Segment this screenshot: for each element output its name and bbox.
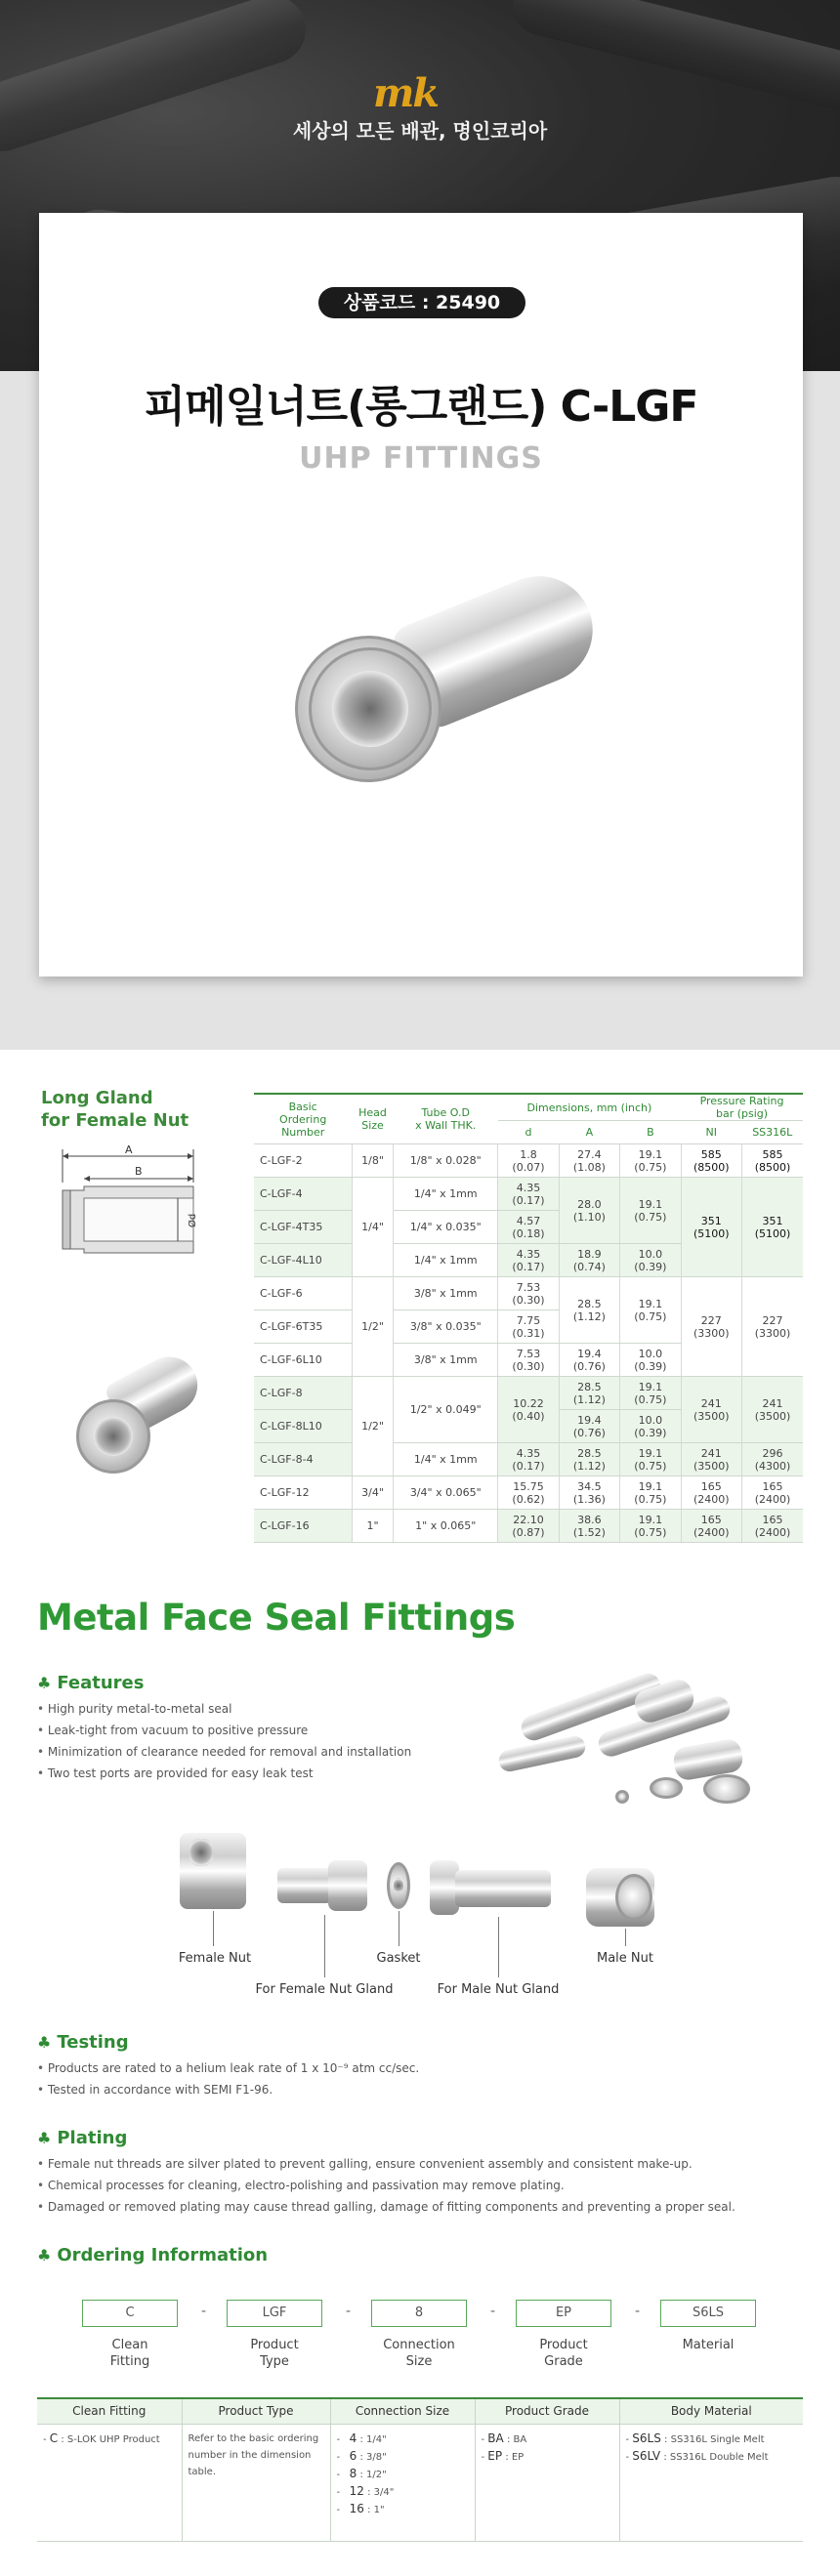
label-male-nut: Male Nut (597, 1951, 653, 1966)
col-b: B (620, 1121, 681, 1144)
list-item: • High purity metal-to-metal seal (37, 1698, 411, 1720)
spec-product-photo (74, 1354, 201, 1481)
metal-face-seal-section (0, 1567, 840, 2576)
col-d: d (498, 1121, 559, 1144)
ordering-caption: Clean Fitting (109, 2338, 150, 2369)
list-item: • Damaged or removed plating may cause thread galling, damage of fitting components and preventing a proper seal. (37, 2196, 735, 2218)
brand-tagline: 세상의 모든 배관, 명인코리아 (292, 119, 548, 143)
list-item: • Two test ports are provided for easy leak test (37, 1763, 411, 1784)
club-icon: ♣ (37, 2033, 52, 2052)
gasket-image (387, 1862, 410, 1909)
product-image (295, 550, 608, 804)
col-ni: NI (681, 1121, 741, 1144)
list-item: • Chemical processes for cleaning, electro-polishing and passivation may remove plating. (37, 2175, 735, 2196)
product-subtitle: UHP FITTINGS (299, 441, 543, 476)
product-code-badge: 상품코드 : 25490 (318, 287, 525, 318)
table-row: C-LGF-8-4 1/4" x 1mm 4.35 (0.17) 28.5 (1.12) 19.1 (0.75) 241 (3500) 296 (4300) (254, 1443, 803, 1476)
ordering-table: Clean Fitting Product Type Connection Size Product Grade Body Material - C : S-LOK UHP Product Refer to the basic ordering number in the dimension table. - 4 : 1/4" - 6 : 3/8" - 8 : 1/2" - 12 : 3/4" - 16 : 1" - BA : BA - EP : EP - S6LS : SS316L Single Melt - S6LV : SS316L Double Melt (37, 2397, 803, 2542)
col-ss316l: SS316L (742, 1121, 804, 1144)
product-grade-cell: - BA : BA - EP : EP (475, 2424, 619, 2541)
female-gland-image (277, 1860, 367, 1911)
list-item: • Leak-tight from vacuum to positive pressure (37, 1720, 411, 1741)
dim-d-label: Ød (188, 1213, 198, 1227)
spec-section-label: Long Gland for Female Nut (41, 1088, 189, 1131)
dimension-drawing (51, 1143, 207, 1259)
product-card (39, 213, 803, 976)
table-row: C-LGF-4L10 1/4" x 1mm 4.35 (0.17) 18.9 (0.74) 10.0 (0.39) (254, 1244, 803, 1277)
ordering-caption: Material (682, 2338, 735, 2352)
hero-section (0, 0, 840, 1050)
col-pressure: Pressure Rating bar (psig) (681, 1094, 803, 1121)
col-a: A (559, 1121, 619, 1144)
dimension-table (254, 1093, 803, 1543)
body-material-cell: - S6LS : SS316L Single Melt - S6LV : SS316L Double Melt (619, 2424, 803, 2541)
female-nut-image (180, 1833, 246, 1909)
ordering-caption: Product Type (250, 2338, 299, 2369)
plating-heading: ♣ Plating (37, 2128, 128, 2148)
dim-a-label: A (125, 1143, 133, 1156)
col-tube-od: Tube O.D x Wall THK. (394, 1094, 498, 1144)
ordering-box: C (82, 2300, 178, 2327)
ordering-box: S6LS (660, 2300, 756, 2327)
list-item: • Female nut threads are silver plated to prevent galling, ensure convenient assembly and consistent make-up. (37, 2153, 735, 2175)
spec-section (0, 1050, 840, 1567)
assorted-fittings-image (488, 1665, 781, 1811)
ordering-box: LGF (227, 2300, 322, 2327)
table-row: C-LGF-2 1/8" 1/8" x 0.028" 1.8 (0.07) 27.4 (1.08) 19.1 (0.75) 585 (8500) 585 (8500) (254, 1144, 803, 1178)
ordering-heading: ♣ Ordering Information (37, 2245, 269, 2265)
club-icon: ♣ (37, 1674, 52, 1692)
table-row: C-LGF-6 1/2" 3/8" x 1mm 7.53 (0.30) 28.5 (1.12) 19.1 (0.75) 227 (3300) 227 (3300) (254, 1277, 803, 1310)
club-icon: ♣ (37, 2246, 52, 2264)
list-item: • Minimization of clearance needed for removal and installation (37, 1741, 411, 1763)
features-heading: ♣ Features (37, 1673, 145, 1693)
table-row: C-LGF-8 1/2" 1/2" x 0.049" 10.22 (0.40) 28.5 (1.12) 19.1 (0.75) 241 (3500) 241 (3500) (254, 1377, 803, 1410)
ordering-caption: Product Grade (539, 2338, 588, 2369)
table-row: C-LGF-12 3/4" 3/4" x 0.065" 15.75 (0.62) 34.5 (1.36) 19.1 (0.75) 165 (2400) 165 (2400) (254, 1476, 803, 1510)
male-gland-image (430, 1860, 551, 1915)
testing-list (37, 2057, 419, 2100)
label-male-gland: For Male Nut Gland (437, 1982, 560, 1997)
label-gasket: Gasket (376, 1951, 421, 1966)
connection-size-cell: - 4 : 1/4" - 6 : 3/8" - 8 : 1/2" - 12 : 3/4" - 16 : 1" (330, 2424, 475, 2541)
testing-heading: ♣ Testing (37, 2032, 129, 2053)
col-ordering-number: Basic Ordering Number (254, 1094, 352, 1144)
col-head-size: Head Size (352, 1094, 393, 1144)
table-row: C-LGF-8L10 19.4 (0.76) 10.0 (0.39) (254, 1410, 803, 1443)
list-item: • Tested in accordance with SEMI F1-96. (37, 2079, 419, 2100)
col-dimensions: Dimensions, mm (inch) (498, 1094, 681, 1121)
male-nut-image (586, 1868, 654, 1927)
table-row: C-LGF-4 1/4" 1/4" x 1mm 4.35 (0.17) 28.0 (1.10) 19.1 (0.75) 351 (5100) 351 (5100) (254, 1178, 803, 1211)
product-title: 피메일너트(롱그랜드) C-LGF (144, 382, 698, 432)
mfs-title: Metal Face Seal Fittings (37, 1597, 516, 1639)
table-row: C-LGF-16 1" 1" x 0.065" 22.10 (0.87) 38.6 (1.52) 19.1 (0.75) 165 (2400) 165 (2400) (254, 1510, 803, 1543)
table-row: C-LGF-6T35 3/8" x 0.035" 7.75 (0.31) (254, 1310, 803, 1344)
clean-fitting-cell: - C : S-LOK UHP Product (37, 2424, 182, 2541)
ordering-box: EP (516, 2300, 611, 2327)
label-female-gland: For Female Nut Gland (255, 1982, 394, 1997)
table-row: C-LGF-4T35 1/4" x 0.035" 4.57 (0.18) (254, 1211, 803, 1244)
features-list (37, 1698, 411, 1784)
dim-b-label: B (135, 1165, 143, 1178)
ordering-code-builder: C - LGF - 8 - EP - S6LS Clean Fitting Product Type Connection Size Product Grade Material (0, 2300, 840, 2407)
ordering-caption: Connection Size (383, 2338, 455, 2369)
table-row: C-LGF-6L10 3/8" x 1mm 7.53 (0.30) 19.4 (0.76) 10.0 (0.39) (254, 1344, 803, 1377)
ordering-box: 8 (371, 2300, 467, 2327)
label-female-nut: Female Nut (178, 1951, 252, 1966)
product-type-cell: Refer to the basic ordering number in the dimension table. (182, 2424, 330, 2541)
list-item: • Products are rated to a helium leak rate of 1 x 10⁻⁹ atm cc/sec. (37, 2057, 419, 2079)
brand-logo: mk (373, 70, 439, 116)
plating-list (37, 2153, 735, 2218)
club-icon: ♣ (37, 2129, 52, 2147)
